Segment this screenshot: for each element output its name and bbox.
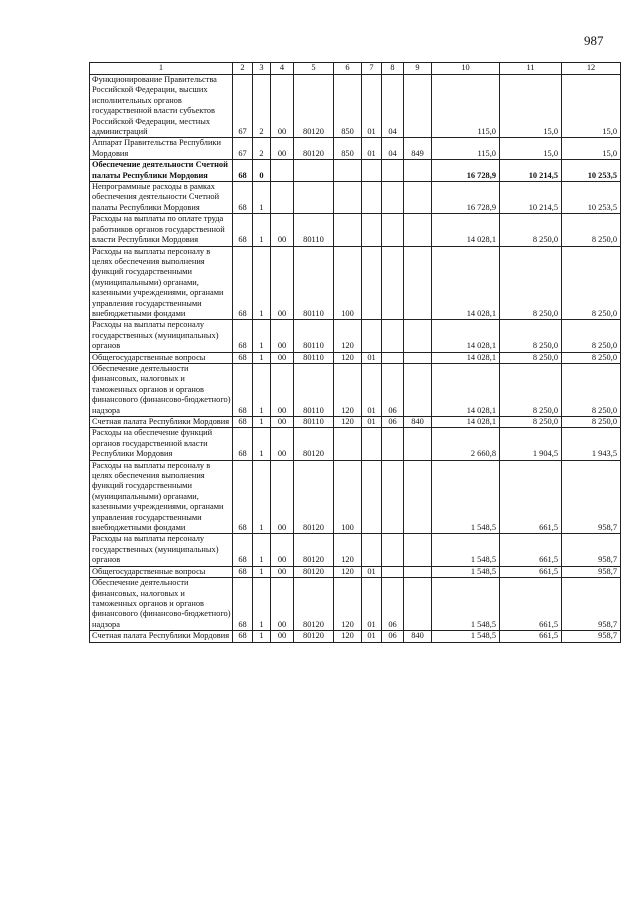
cell-amount-12: 8 250,0 [562, 363, 621, 416]
cell-code-9: 840 [404, 631, 432, 642]
cell-code-6: 850 [334, 138, 362, 160]
cell-amount-12: 15,0 [562, 75, 621, 138]
table-row [90, 138, 621, 160]
cell-amount-10: 14 028,1 [432, 363, 500, 416]
cell-code-6 [334, 182, 362, 214]
cell-code-9 [404, 320, 432, 352]
cell-code-5: 80110 [294, 246, 334, 320]
cell-code-8 [382, 428, 404, 460]
cell-code-5: 80120 [294, 75, 334, 138]
cell-code-4: 00 [271, 460, 294, 534]
cell-amount-12: 8 250,0 [562, 246, 621, 320]
cell-code-2: 68 [233, 428, 253, 460]
cell-amount-10: 14 028,1 [432, 214, 500, 246]
cell-code-4: 00 [271, 428, 294, 460]
cell-name: Расходы на выплаты персоналу государственных (муниципальных) органов [90, 534, 233, 566]
cell-code-8 [382, 320, 404, 352]
table-row [90, 578, 621, 631]
cell-code-8: 04 [382, 138, 404, 160]
cell-name: Расходы на обеспечение функций органов государственной власти Республики Мордовия [90, 428, 233, 460]
cell-code-2: 67 [233, 75, 253, 138]
cell-code-2: 68 [233, 534, 253, 566]
cell-code-9 [404, 160, 432, 182]
column-header: 2 [233, 63, 253, 75]
cell-code-7 [362, 246, 382, 320]
table-row [90, 352, 621, 363]
cell-amount-11: 10 214,5 [500, 160, 562, 182]
cell-name: Функционирование Правительства Российской Федерации, высших исполнительных органов государственной власти субъектов Российской Федерации, местных администраций [90, 75, 233, 138]
cell-code-3: 2 [253, 75, 271, 138]
cell-code-6 [334, 214, 362, 246]
cell-amount-12: 958,7 [562, 534, 621, 566]
column-header: 9 [404, 63, 432, 75]
cell-code-3: 1 [253, 352, 271, 363]
cell-code-7 [362, 182, 382, 214]
cell-code-2: 68 [233, 460, 253, 534]
column-header: 3 [253, 63, 271, 75]
cell-code-4: 00 [271, 214, 294, 246]
cell-amount-11: 1 904,5 [500, 428, 562, 460]
cell-code-5: 80110 [294, 320, 334, 352]
column-header: 4 [271, 63, 294, 75]
cell-code-3: 0 [253, 160, 271, 182]
table-row [90, 566, 621, 577]
cell-name: Расходы на выплаты персоналу в целях обеспечения выполнения функций государственными (муниципальными) органами, казенными учреждениями, органами управления государственными внебюджетными фондами [90, 246, 233, 320]
cell-code-8: 06 [382, 631, 404, 642]
cell-code-9 [404, 182, 432, 214]
cell-code-9 [404, 428, 432, 460]
cell-code-9: 849 [404, 138, 432, 160]
cell-code-4: 00 [271, 566, 294, 577]
cell-name: Расходы на выплаты персоналу в целях обеспечения выполнения функций государственными (муниципальными) органами, казенными учреждениями, органами управления государственными внебюджетными фондами [90, 460, 233, 534]
cell-amount-12: 8 250,0 [562, 214, 621, 246]
cell-code-2: 68 [233, 352, 253, 363]
cell-amount-11: 8 250,0 [500, 363, 562, 416]
cell-code-3: 2 [253, 138, 271, 160]
cell-code-7 [362, 460, 382, 534]
cell-code-4: 00 [271, 363, 294, 416]
cell-amount-11: 8 250,0 [500, 214, 562, 246]
cell-amount-10: 16 728,9 [432, 182, 500, 214]
cell-amount-12: 8 250,0 [562, 417, 621, 428]
cell-code-4: 00 [271, 352, 294, 363]
cell-code-5: 80110 [294, 214, 334, 246]
column-header: 1 [90, 63, 233, 75]
cell-code-5: 80120 [294, 578, 334, 631]
column-header: 10 [432, 63, 500, 75]
cell-code-7: 01 [362, 75, 382, 138]
cell-code-4: 00 [271, 417, 294, 428]
cell-code-8: 06 [382, 578, 404, 631]
table-row [90, 160, 621, 182]
cell-code-8: 06 [382, 417, 404, 428]
column-header: 11 [500, 63, 562, 75]
cell-amount-11: 8 250,0 [500, 320, 562, 352]
cell-amount-10: 14 028,1 [432, 320, 500, 352]
cell-code-6: 120 [334, 631, 362, 642]
cell-amount-12: 10 253,5 [562, 182, 621, 214]
cell-code-5 [294, 160, 334, 182]
cell-amount-12: 15,0 [562, 138, 621, 160]
cell-code-8 [382, 352, 404, 363]
cell-code-6: 120 [334, 363, 362, 416]
cell-code-2: 68 [233, 160, 253, 182]
cell-code-2: 68 [233, 214, 253, 246]
cell-code-7 [362, 534, 382, 566]
cell-name: Обеспечение деятельности финансовых, налоговых и таможенных органов и органов финансового (финансово-бюджетного) надзора [90, 363, 233, 416]
cell-code-8 [382, 246, 404, 320]
cell-code-6: 120 [334, 417, 362, 428]
cell-code-5: 80110 [294, 363, 334, 416]
cell-code-6: 850 [334, 75, 362, 138]
cell-code-7: 01 [362, 352, 382, 363]
cell-amount-11: 15,0 [500, 75, 562, 138]
cell-amount-12: 10 253,5 [562, 160, 621, 182]
cell-code-8 [382, 566, 404, 577]
table-row [90, 534, 621, 566]
table-row [90, 417, 621, 428]
cell-code-7: 01 [362, 417, 382, 428]
column-header: 7 [362, 63, 382, 75]
cell-amount-10: 1 548,5 [432, 631, 500, 642]
cell-code-7 [362, 160, 382, 182]
cell-code-7 [362, 214, 382, 246]
cell-code-5: 80110 [294, 352, 334, 363]
cell-code-9 [404, 352, 432, 363]
cell-code-2: 68 [233, 566, 253, 577]
cell-name: Счетная палата Республики Мордовия [90, 417, 233, 428]
table-row [90, 75, 621, 138]
cell-code-2: 68 [233, 246, 253, 320]
cell-code-8 [382, 534, 404, 566]
table-row [90, 246, 621, 320]
cell-code-5: 80120 [294, 631, 334, 642]
cell-code-5: 80120 [294, 566, 334, 577]
cell-amount-12: 958,7 [562, 631, 621, 642]
cell-code-5: 80120 [294, 534, 334, 566]
cell-name: Обеспечение деятельности Счетной палаты Республики Мордовия [90, 160, 233, 182]
cell-amount-11: 661,5 [500, 566, 562, 577]
cell-code-7: 01 [362, 578, 382, 631]
header-row [90, 63, 621, 75]
cell-amount-12: 8 250,0 [562, 352, 621, 363]
cell-code-9 [404, 214, 432, 246]
cell-code-3: 1 [253, 578, 271, 631]
column-header: 6 [334, 63, 362, 75]
cell-code-7: 01 [362, 566, 382, 577]
table-row [90, 428, 621, 460]
cell-code-5: 80120 [294, 138, 334, 160]
table-row [90, 214, 621, 246]
cell-code-6: 120 [334, 534, 362, 566]
cell-code-3: 1 [253, 320, 271, 352]
cell-amount-11: 8 250,0 [500, 417, 562, 428]
cell-code-7 [362, 428, 382, 460]
cell-code-6 [334, 428, 362, 460]
budget-table [89, 62, 621, 643]
table-row [90, 460, 621, 534]
cell-code-4: 00 [271, 631, 294, 642]
cell-code-4: 00 [271, 320, 294, 352]
cell-code-4 [271, 160, 294, 182]
page-number: 987 [584, 33, 604, 48]
cell-code-7: 01 [362, 363, 382, 416]
cell-name: Расходы на выплаты персоналу государственных (муниципальных) органов [90, 320, 233, 352]
cell-amount-10: 115,0 [432, 75, 500, 138]
cell-amount-11: 10 214,5 [500, 182, 562, 214]
cell-code-3: 1 [253, 460, 271, 534]
cell-name: Общегосударственные вопросы [90, 566, 233, 577]
cell-amount-10: 14 028,1 [432, 246, 500, 320]
cell-code-4 [271, 182, 294, 214]
cell-amount-10: 2 660,8 [432, 428, 500, 460]
cell-code-5: 80120 [294, 460, 334, 534]
cell-code-6: 120 [334, 320, 362, 352]
table-row [90, 320, 621, 352]
cell-code-8 [382, 460, 404, 534]
cell-amount-10: 115,0 [432, 138, 500, 160]
cell-code-3: 1 [253, 363, 271, 416]
cell-amount-10: 1 548,5 [432, 460, 500, 534]
cell-code-2: 68 [233, 363, 253, 416]
cell-name: Счетная палата Республики Мордовия [90, 631, 233, 642]
cell-code-8 [382, 160, 404, 182]
cell-code-6: 100 [334, 246, 362, 320]
cell-amount-12: 958,7 [562, 566, 621, 577]
cell-amount-10: 14 028,1 [432, 417, 500, 428]
cell-amount-11: 661,5 [500, 578, 562, 631]
cell-name: Общегосударственные вопросы [90, 352, 233, 363]
cell-code-7: 01 [362, 138, 382, 160]
table-row [90, 182, 621, 214]
cell-code-4: 00 [271, 246, 294, 320]
cell-amount-12: 8 250,0 [562, 320, 621, 352]
cell-code-6: 120 [334, 578, 362, 631]
cell-code-9 [404, 460, 432, 534]
cell-amount-12: 958,7 [562, 578, 621, 631]
cell-code-3: 1 [253, 417, 271, 428]
cell-code-9 [404, 578, 432, 631]
cell-code-3: 1 [253, 631, 271, 642]
column-header: 12 [562, 63, 621, 75]
cell-code-8 [382, 214, 404, 246]
cell-code-6: 120 [334, 352, 362, 363]
cell-code-7: 01 [362, 631, 382, 642]
cell-code-2: 67 [233, 138, 253, 160]
cell-amount-11: 8 250,0 [500, 352, 562, 363]
cell-code-9 [404, 246, 432, 320]
cell-name: Непрограммные расходы в рамках обеспечения деятельности Счетной палаты Республики Мордовия [90, 182, 233, 214]
cell-amount-12: 958,7 [562, 460, 621, 534]
cell-code-4: 00 [271, 534, 294, 566]
cell-amount-11: 661,5 [500, 460, 562, 534]
cell-amount-10: 1 548,5 [432, 578, 500, 631]
cell-code-5: 80120 [294, 428, 334, 460]
cell-amount-12: 1 943,5 [562, 428, 621, 460]
cell-amount-10: 1 548,5 [432, 534, 500, 566]
cell-amount-10: 14 028,1 [432, 352, 500, 363]
cell-code-9 [404, 534, 432, 566]
cell-code-2: 68 [233, 182, 253, 214]
cell-code-5 [294, 182, 334, 214]
cell-code-6: 100 [334, 460, 362, 534]
column-header: 8 [382, 63, 404, 75]
cell-code-7 [362, 320, 382, 352]
cell-amount-11: 661,5 [500, 534, 562, 566]
cell-code-2: 68 [233, 578, 253, 631]
cell-code-3: 1 [253, 566, 271, 577]
cell-code-3: 1 [253, 182, 271, 214]
cell-code-8 [382, 182, 404, 214]
cell-amount-10: 16 728,9 [432, 160, 500, 182]
cell-amount-11: 8 250,0 [500, 246, 562, 320]
column-header: 5 [294, 63, 334, 75]
cell-code-9 [404, 75, 432, 138]
cell-code-4: 00 [271, 75, 294, 138]
cell-code-6 [334, 160, 362, 182]
cell-code-9 [404, 363, 432, 416]
cell-name: Обеспечение деятельности финансовых, налоговых и таможенных органов и органов финансового (финансово-бюджетного) надзора [90, 578, 233, 631]
cell-name: Аппарат Правительства Республики Мордовия [90, 138, 233, 160]
cell-code-4: 00 [271, 578, 294, 631]
cell-code-4: 00 [271, 138, 294, 160]
cell-code-9 [404, 566, 432, 577]
cell-code-3: 1 [253, 534, 271, 566]
cell-code-3: 1 [253, 214, 271, 246]
cell-code-8: 04 [382, 75, 404, 138]
cell-amount-11: 15,0 [500, 138, 562, 160]
cell-code-3: 1 [253, 428, 271, 460]
cell-amount-10: 1 548,5 [432, 566, 500, 577]
cell-amount-11: 661,5 [500, 631, 562, 642]
cell-code-2: 68 [233, 417, 253, 428]
cell-code-6: 120 [334, 566, 362, 577]
cell-code-2: 68 [233, 631, 253, 642]
cell-name: Расходы на выплаты по оплате труда работников органов государственной власти Республики Мордовия [90, 214, 233, 246]
table-row [90, 631, 621, 642]
cell-code-9: 840 [404, 417, 432, 428]
table-body [90, 75, 621, 643]
cell-code-3: 1 [253, 246, 271, 320]
table-row [90, 363, 621, 416]
cell-code-8: 06 [382, 363, 404, 416]
cell-code-2: 68 [233, 320, 253, 352]
cell-code-5: 80110 [294, 417, 334, 428]
